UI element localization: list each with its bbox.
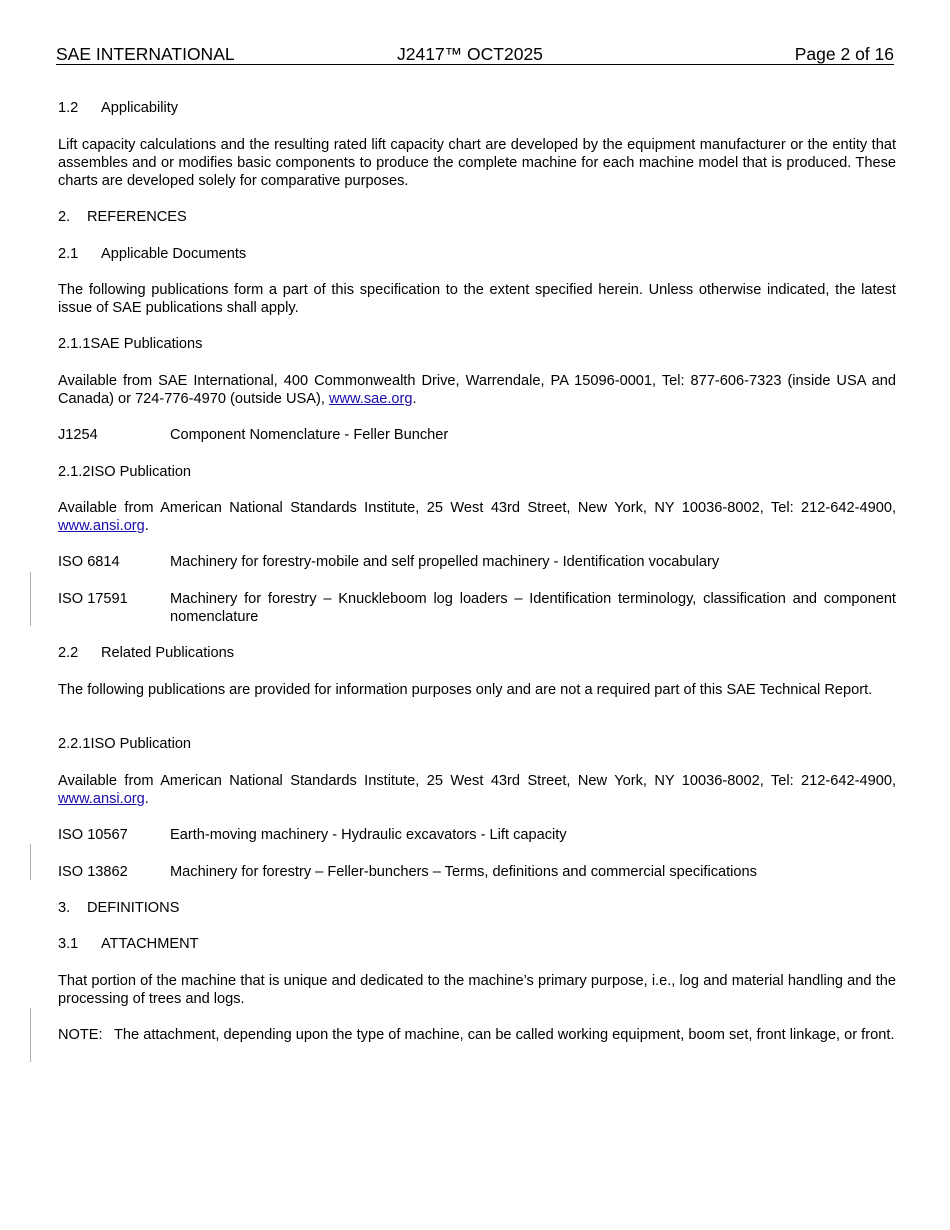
availability-text: Available from SAE International, 400 Commonwealth Drive, Warrendale, PA 15096-0001, Tel: 877-606-7323 (inside USA and Canada) or 724-776-4970 (outside USA), xyxy=(58,373,896,407)
section-heading-1-2 xyxy=(58,99,178,117)
section-number: 1.2 xyxy=(58,100,79,116)
note xyxy=(58,1026,896,1044)
section-number: 3.1 xyxy=(58,936,79,952)
section-title: ATTACHMENT xyxy=(101,936,199,952)
header-page-number: Page 2 of 16 xyxy=(794,44,894,64)
revision-bar xyxy=(30,572,31,626)
section-title: Applicable Documents xyxy=(101,246,247,262)
sae-website-link[interactable]: www.sae.org xyxy=(328,391,413,407)
ansi-website-link[interactable]: www.ansi.org xyxy=(58,518,145,534)
note-label: NOTE: xyxy=(58,1027,103,1043)
reference-entry xyxy=(58,826,896,844)
attachment-definition-paragraph: That portion of the machine that is unique and dedicated to the machine’s primary purpose, i.e., log and material handling and the processing of trees and logs. xyxy=(58,973,896,1007)
sae-availability-paragraph: Available from SAE International, 400 Commonwealth Drive, Warrendale, PA 15096-0001, Tel: 877-606-7323 (inside USA and Canada) or 724-776-4970 (outside USA), www.sae.org. xyxy=(58,373,896,407)
ansi-availability-paragraph: Available from American National Standards Institute, 25 West 43rd Street, New York, NY 10036-8002, Tel: 212-642-4900, www.ansi.org. xyxy=(58,500,896,534)
section-title: Applicability xyxy=(101,100,179,116)
applicability-paragraph: Lift capacity calculations and the resulting rated lift capacity chart are developed by the equipment manufacturer or the entity that assembles and or modifies basic components to produce the complete machine for each machine model that is produced. These charts are developed solely for comparative purposes. xyxy=(58,137,896,189)
section-heading-2-2 xyxy=(58,644,234,662)
section-heading-2-1 xyxy=(58,245,246,263)
section-heading-3 xyxy=(58,899,179,917)
reference-title: Earth-moving machinery - Hydraulic excavators - Lift capacity xyxy=(170,827,567,843)
availability-text: Available from American National Standards Institute, 25 West 43rd Street, New York, NY 10036-8002, Tel: 212-642-4900, xyxy=(58,500,896,516)
applicable-documents-paragraph: The following publications form a part of this specification to the extent specified herein. Unless otherwise indicated, the latest issue of SAE publications shall apply. xyxy=(58,282,896,316)
header-org: SAE INTERNATIONAL xyxy=(56,44,235,64)
revision-bar xyxy=(30,844,31,880)
header-doc-id: J2417™ OCT2025 xyxy=(397,44,543,64)
section-title: DEFINITIONS xyxy=(87,900,180,916)
ansi-website-link[interactable]: www.ansi.org xyxy=(58,791,145,807)
reference-title: Component Nomenclature - Feller Buncher xyxy=(170,427,449,443)
reference-entry xyxy=(58,426,896,444)
page-header xyxy=(56,44,894,65)
section-number: 2.2 xyxy=(58,645,79,661)
availability-text: Available from American National Standards Institute, 25 West 43rd Street, New York, NY 10036-8002, Tel: 212-642-4900, xyxy=(58,773,896,789)
reference-code: ISO 10567 xyxy=(58,827,128,843)
reference-code: J1254 xyxy=(58,427,98,443)
related-publications-paragraph: The following publications are provided for information purposes only and are not a required part of this SAE Technical Report. xyxy=(58,682,873,698)
section-number: 2. xyxy=(58,209,71,225)
reference-title: Machinery for forestry-mobile and self propelled machinery - Identification vocabulary xyxy=(170,554,720,570)
ansi-availability-paragraph: Available from American National Standards Institute, 25 West 43rd Street, New York, NY 10036-8002, Tel: 212-642-4900, www.ansi.org. xyxy=(58,773,896,807)
reference-title: Machinery for forestry – Feller-bunchers – Terms, definitions and commercial specifications xyxy=(170,864,757,880)
section-title: Related Publications xyxy=(101,645,235,661)
section-heading-3-1 xyxy=(58,935,199,953)
section-number: 2.1 xyxy=(58,246,79,262)
reference-code: ISO 13862 xyxy=(58,864,128,880)
section-heading-2-2-1: 2.2.1ISO Publication xyxy=(58,736,192,752)
reference-entry xyxy=(58,863,896,881)
section-heading-2-1-1: 2.1.1SAE Publications xyxy=(58,336,203,352)
section-title: REFERENCES xyxy=(87,209,187,225)
section-heading-2-1-2: 2.1.2ISO Publication xyxy=(58,464,192,480)
reference-code: ISO 17591 xyxy=(58,591,128,607)
reference-entry xyxy=(58,553,896,571)
reference-entry xyxy=(58,590,896,626)
section-heading-2 xyxy=(58,208,187,226)
revision-bar xyxy=(30,1008,31,1062)
reference-title: Machinery for forestry – Knuckleboom log loaders – Identification terminology, classification and component nomenclature xyxy=(170,591,896,625)
reference-code: ISO 6814 xyxy=(58,554,120,570)
section-number: 3. xyxy=(58,900,71,916)
note-text: The attachment, depending upon the type of machine, can be called working equipment, boom set, front linkage, or front. xyxy=(114,1027,895,1043)
